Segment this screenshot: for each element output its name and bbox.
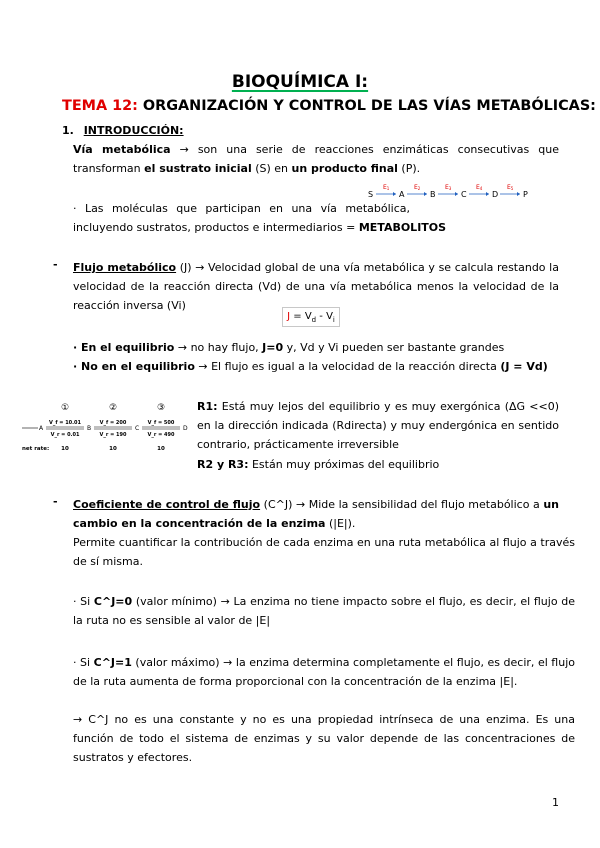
reaction-forward-rate: V_f = 10.01 (48, 420, 82, 426)
cj-note: → C^J no es una constante y no es una propiedad intrínseca de una enzima. Es una función de todo el sistema de enzimas y su valor depende de las concentraciones de sustratos y efectores. (73, 713, 575, 764)
page-number: 1 (552, 796, 559, 809)
tema-text: ORGANIZACIÓN Y CONTROL DE LAS VÍAS METABÓLICAS: (137, 98, 596, 114)
pathway-enzyme-E1: E1 (383, 184, 390, 191)
section-heading (62, 124, 184, 137)
r23-note: R2 y R3: Están muy próximas del equilibrio (197, 458, 440, 471)
pathway-arrowhead (486, 192, 489, 196)
tema-heading (62, 98, 596, 114)
coef-term: Coeficiente de control de flujo (73, 498, 261, 511)
pathway-arrowhead (455, 192, 458, 196)
pathway-enzyme-E4: E4 (476, 184, 483, 191)
flujo-dash: - (53, 258, 58, 271)
pathway-node-S: S (368, 190, 374, 199)
reaction-forward-rate: V_f = 500 (147, 420, 175, 426)
reaction-net-value: 10 (61, 446, 69, 452)
reaction-node-A: A (39, 425, 44, 432)
reaction-step-number: ① (60, 403, 70, 413)
flujo-paragraph: Flujo metabólico (J) → Velocidad global de una vía metabólica y se calcula restando la velocidad de la reacción directa (Vd) de una vía metabólica menos la velocidad de la reacción inversa (Vi) (73, 261, 559, 312)
section-number: 1. (62, 124, 74, 137)
reaction-net-value: 10 (157, 446, 165, 452)
pathway-node-D: D (492, 190, 499, 199)
reaction-figure (20, 398, 190, 458)
flujo-formula: $J = V_d - V_i$ (282, 307, 340, 327)
pathway-arrowhead (517, 192, 520, 196)
pathway-node-C: C (461, 190, 467, 199)
pathway-node-B: B (430, 190, 436, 199)
cj0-paragraph: · Si C^J=0 (valor mínimo) → La enzima no tiene impacto sobre el flujo, es decir, el flujo de la ruta no es sensible al valor de |E| (73, 595, 575, 627)
reaction-reverse-rate: V_r = 490 (147, 432, 175, 438)
document-title: BIOQUÍMICA I: (231, 72, 369, 92)
pathway-enzyme-E2: E2 (414, 184, 421, 191)
pathway-arrowhead (424, 192, 427, 196)
flujo-term: Flujo metabólico (73, 261, 177, 274)
pathway-node-A: A (399, 190, 405, 199)
coef-description: Permite cuantificar la contribución de cada enzima en una ruta metabólica al flujo a través de sí misma. (73, 536, 575, 568)
metabolitos-line2: incluyendo sustratos, productos e intermediarios = METABOLITOS (73, 221, 447, 234)
no-equilibrio-line: · No en el equilibrio → El flujo es igual a la velocidad de la reacción directa (J = Vd) (73, 360, 548, 373)
reaction-step-number: ③ (156, 403, 166, 413)
pathway-enzyme-E5: E5 (507, 184, 514, 191)
pathway-node-P: P (523, 190, 528, 199)
pathway-arrowhead (393, 192, 396, 196)
reaction-forward-rate: V_f = 200 (99, 420, 127, 426)
cj1-paragraph: · Si C^J=1 (valor máximo) → la enzima determina completamente el flujo, es decir, el flujo de la ruta aumenta de forma proporcional con la concentración de la enzima |E|. (73, 656, 575, 688)
reaction-reverse-rate: V_r = 0.01 (50, 432, 80, 438)
coef-dash: - (53, 495, 58, 508)
reaction-step-number: ② (108, 403, 118, 413)
metabolitos-line1: · Las moléculas que participan en una vía metabólica, (73, 202, 410, 215)
via-term: Vía metabólica (73, 143, 171, 156)
equilibrio-line: · En el equilibrio → no hay flujo, J=0 y, Vd y Vi pueden ser bastante grandes (73, 341, 505, 354)
r1-note: R1: Está muy lejos del equilibrio y es muy exergónica (ΔG <<0) en la dirección indicada (Rdirecta) y muy endergónica en sentido contrario, prácticamente irreversible (197, 400, 559, 451)
reaction-node-C: C (135, 425, 140, 432)
section-label: INTRODUCCIÓN: (83, 124, 184, 137)
pathway-enzyme-E3: E3 (445, 184, 452, 191)
reaction-net-value: 10 (109, 446, 117, 452)
reaction-reverse-rate: V_r = 190 (99, 432, 127, 438)
reaction-net-label: net rate: (22, 446, 50, 452)
coef-paragraph: Coeficiente de control de flujo (C^J) → Mide la sensibilidad del flujo metabólico a un cambio en la concentración de la enzima (|E|). (73, 498, 559, 530)
reaction-node-D: D (183, 425, 188, 432)
reaction-node-B: B (87, 425, 92, 432)
via-paragraph: Vía metabólica → son una serie de reacciones enzimáticas consecutivas que transforman el sustrato inicial (S) en un producto final (P). (73, 143, 559, 175)
tema-label: TEMA 12: (62, 98, 138, 114)
